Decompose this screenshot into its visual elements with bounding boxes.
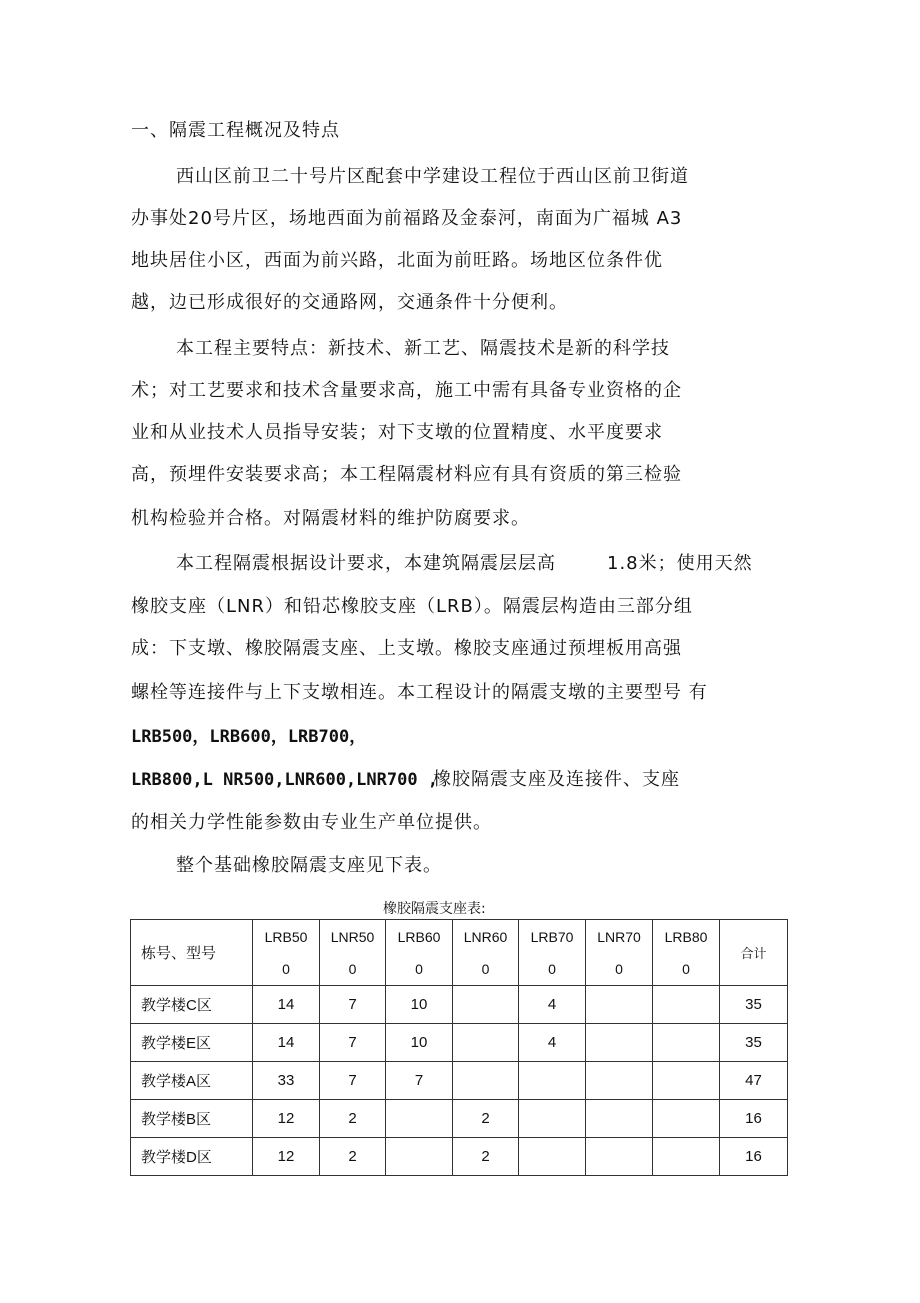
total-header-cell: 合计 <box>720 920 788 986</box>
paragraph-3-line-1b: 1.8米；使用天然 <box>607 553 753 574</box>
table-cell: 10 <box>386 1024 453 1062</box>
table-cell: 2 <box>453 1138 519 1176</box>
model-label-suffix: 0 <box>348 960 357 977</box>
model-header-cell <box>253 920 320 986</box>
paragraph-2-line-3: 业和从业技术人员指导安装；对下支墩的位置精度、水平度要求 <box>131 422 663 443</box>
row-label: 教学楼E区 <box>131 1024 253 1062</box>
table-cell: 14 <box>253 986 320 1024</box>
table-cell <box>519 1062 586 1100</box>
table-cell <box>386 1138 453 1176</box>
row-label: 教学楼A区 <box>131 1062 253 1100</box>
table-cell <box>586 1062 653 1100</box>
paragraph-3-line-6a: LRB800,L NR500,LNR600,LNR700 , <box>131 770 439 790</box>
table-cell <box>586 1024 653 1062</box>
paragraph-2-line-4: 高，预埋件安装要求高；本工程隔震材料应有具有资质的第三检验 <box>131 464 682 485</box>
model-label: LRB60 <box>397 928 441 945</box>
model-label-suffix: 0 <box>682 960 690 977</box>
model-label-suffix: 0 <box>615 960 623 977</box>
paragraph-1-line-4: 越，边已形成很好的交通路网，交通条件十分便利。 <box>131 292 568 313</box>
table-cell <box>453 1062 519 1100</box>
table-cell <box>653 986 720 1024</box>
paragraph-1-line-3: 地块居住小区，西面为前兴路，北面为前旺路。场地区位条件优 <box>131 250 663 271</box>
table-cell: 12 <box>253 1100 320 1138</box>
table-cell: 7 <box>320 986 386 1024</box>
model-header-cell <box>653 920 720 986</box>
table-cell <box>653 1100 720 1138</box>
paragraph-3-line-2: 橡胶支座（LNR）和铅芯橡胶支座（LRB）。隔震层构造由三部分组 <box>131 596 693 617</box>
model-header-cell <box>386 920 453 986</box>
model-header-cell <box>586 920 653 986</box>
paragraph-2-line-5: 机构检验并合格。对隔震材料的维护防腐要求。 <box>131 508 530 529</box>
table-cell: 4 <box>519 1024 586 1062</box>
table-row <box>131 1138 788 1176</box>
model-header-cell <box>453 920 519 986</box>
model-label-suffix: 0 <box>548 960 556 977</box>
model-header-cell <box>519 920 586 986</box>
table-row <box>131 1100 788 1138</box>
paragraph-3-line-1a: 本工程隔震根据设计要求，本建筑隔震层层高 <box>176 553 556 574</box>
model-label: LRB50 <box>264 928 308 945</box>
table-cell <box>453 1024 519 1062</box>
table-cell <box>586 986 653 1024</box>
table-cell: 33 <box>253 1062 320 1100</box>
paragraph-3-line-5: LRB500，LRB600，LRB700， <box>131 727 367 747</box>
total-cell: 35 <box>720 1024 788 1062</box>
model-label: LNR70 <box>597 928 641 945</box>
model-label: LNR50 <box>330 928 375 945</box>
table-cell <box>453 986 519 1024</box>
table-cell <box>519 1100 586 1138</box>
table-cell: 7 <box>320 1062 386 1100</box>
paragraph-1-line-2: 办事处20号片区，场地西面为前福路及金泰河，南面为广福城 A3 <box>131 208 683 229</box>
table-cell: 2 <box>320 1138 386 1176</box>
table-cell <box>586 1100 653 1138</box>
table-cell <box>653 1138 720 1176</box>
model-label-suffix: 0 <box>415 960 423 977</box>
model-label-suffix: 0 <box>481 960 490 977</box>
table-cell <box>586 1138 653 1176</box>
model-label: LRB80 <box>664 928 708 945</box>
row-header-cell: 栋号、型号 <box>131 920 253 986</box>
paragraph-2-line-2: 术；对工艺要求和技术含量要求高，施工中需有具备专业资格的企 <box>131 380 682 401</box>
table-cell: 2 <box>320 1100 386 1138</box>
row-label: 教学楼C区 <box>131 986 253 1024</box>
table-cell: 2 <box>453 1100 519 1138</box>
paragraph-4: 整个基础橡胶隔震支座见下表。 <box>176 855 442 876</box>
table-cell <box>653 1024 720 1062</box>
table-cell <box>519 1138 586 1176</box>
table-cell <box>653 1062 720 1100</box>
table-cell: 7 <box>386 1062 453 1100</box>
paragraph-1-line-1: 西山区前卫二十号片区配套中学建设工程位于西山区前卫街道 <box>176 166 689 187</box>
table-cell: 12 <box>253 1138 320 1176</box>
model-label: LRB70 <box>530 928 574 945</box>
table-row <box>131 1062 788 1100</box>
table-cell <box>386 1100 453 1138</box>
model-header-cell <box>320 920 386 986</box>
total-cell: 16 <box>720 1100 788 1138</box>
model-label-suffix: 0 <box>282 960 290 977</box>
section-heading: 一、隔震工程概况及特点 <box>131 120 340 141</box>
table-cell: 4 <box>519 986 586 1024</box>
table-row <box>131 986 788 1024</box>
paragraph-3-line-6b: 橡胶隔震支座及连接件、支座 <box>433 769 680 790</box>
table-cell: 10 <box>386 986 453 1024</box>
total-cell: 35 <box>720 986 788 1024</box>
total-cell: 16 <box>720 1138 788 1176</box>
model-label: LNR60 <box>463 928 508 945</box>
bearing-table <box>130 919 788 1176</box>
table-cell: 7 <box>320 1024 386 1062</box>
paragraph-3-line-3: 成：下支墩、橡胶隔震支座、上支墩。橡胶支座通过预埋板用高强 <box>131 638 682 659</box>
row-label: 教学楼D区 <box>131 1138 253 1176</box>
table-caption: 橡胶隔震支座表: <box>383 901 486 917</box>
paragraph-3-line-7: 的相关力学性能参数由专业生产单位提供。 <box>131 812 492 833</box>
row-label: 教学楼B区 <box>131 1100 253 1138</box>
table-cell: 14 <box>253 1024 320 1062</box>
paragraph-3-line-4: 螺栓等连接件与上下支墩相连。本工程设计的隔震支墩的主要型号 有 <box>131 682 708 703</box>
paragraph-2-line-1: 本工程主要特点：新技术、新工艺、隔震技术是新的科学技 <box>176 338 670 359</box>
table-header-row <box>131 920 788 986</box>
table-row <box>131 1024 788 1062</box>
total-cell: 47 <box>720 1062 788 1100</box>
